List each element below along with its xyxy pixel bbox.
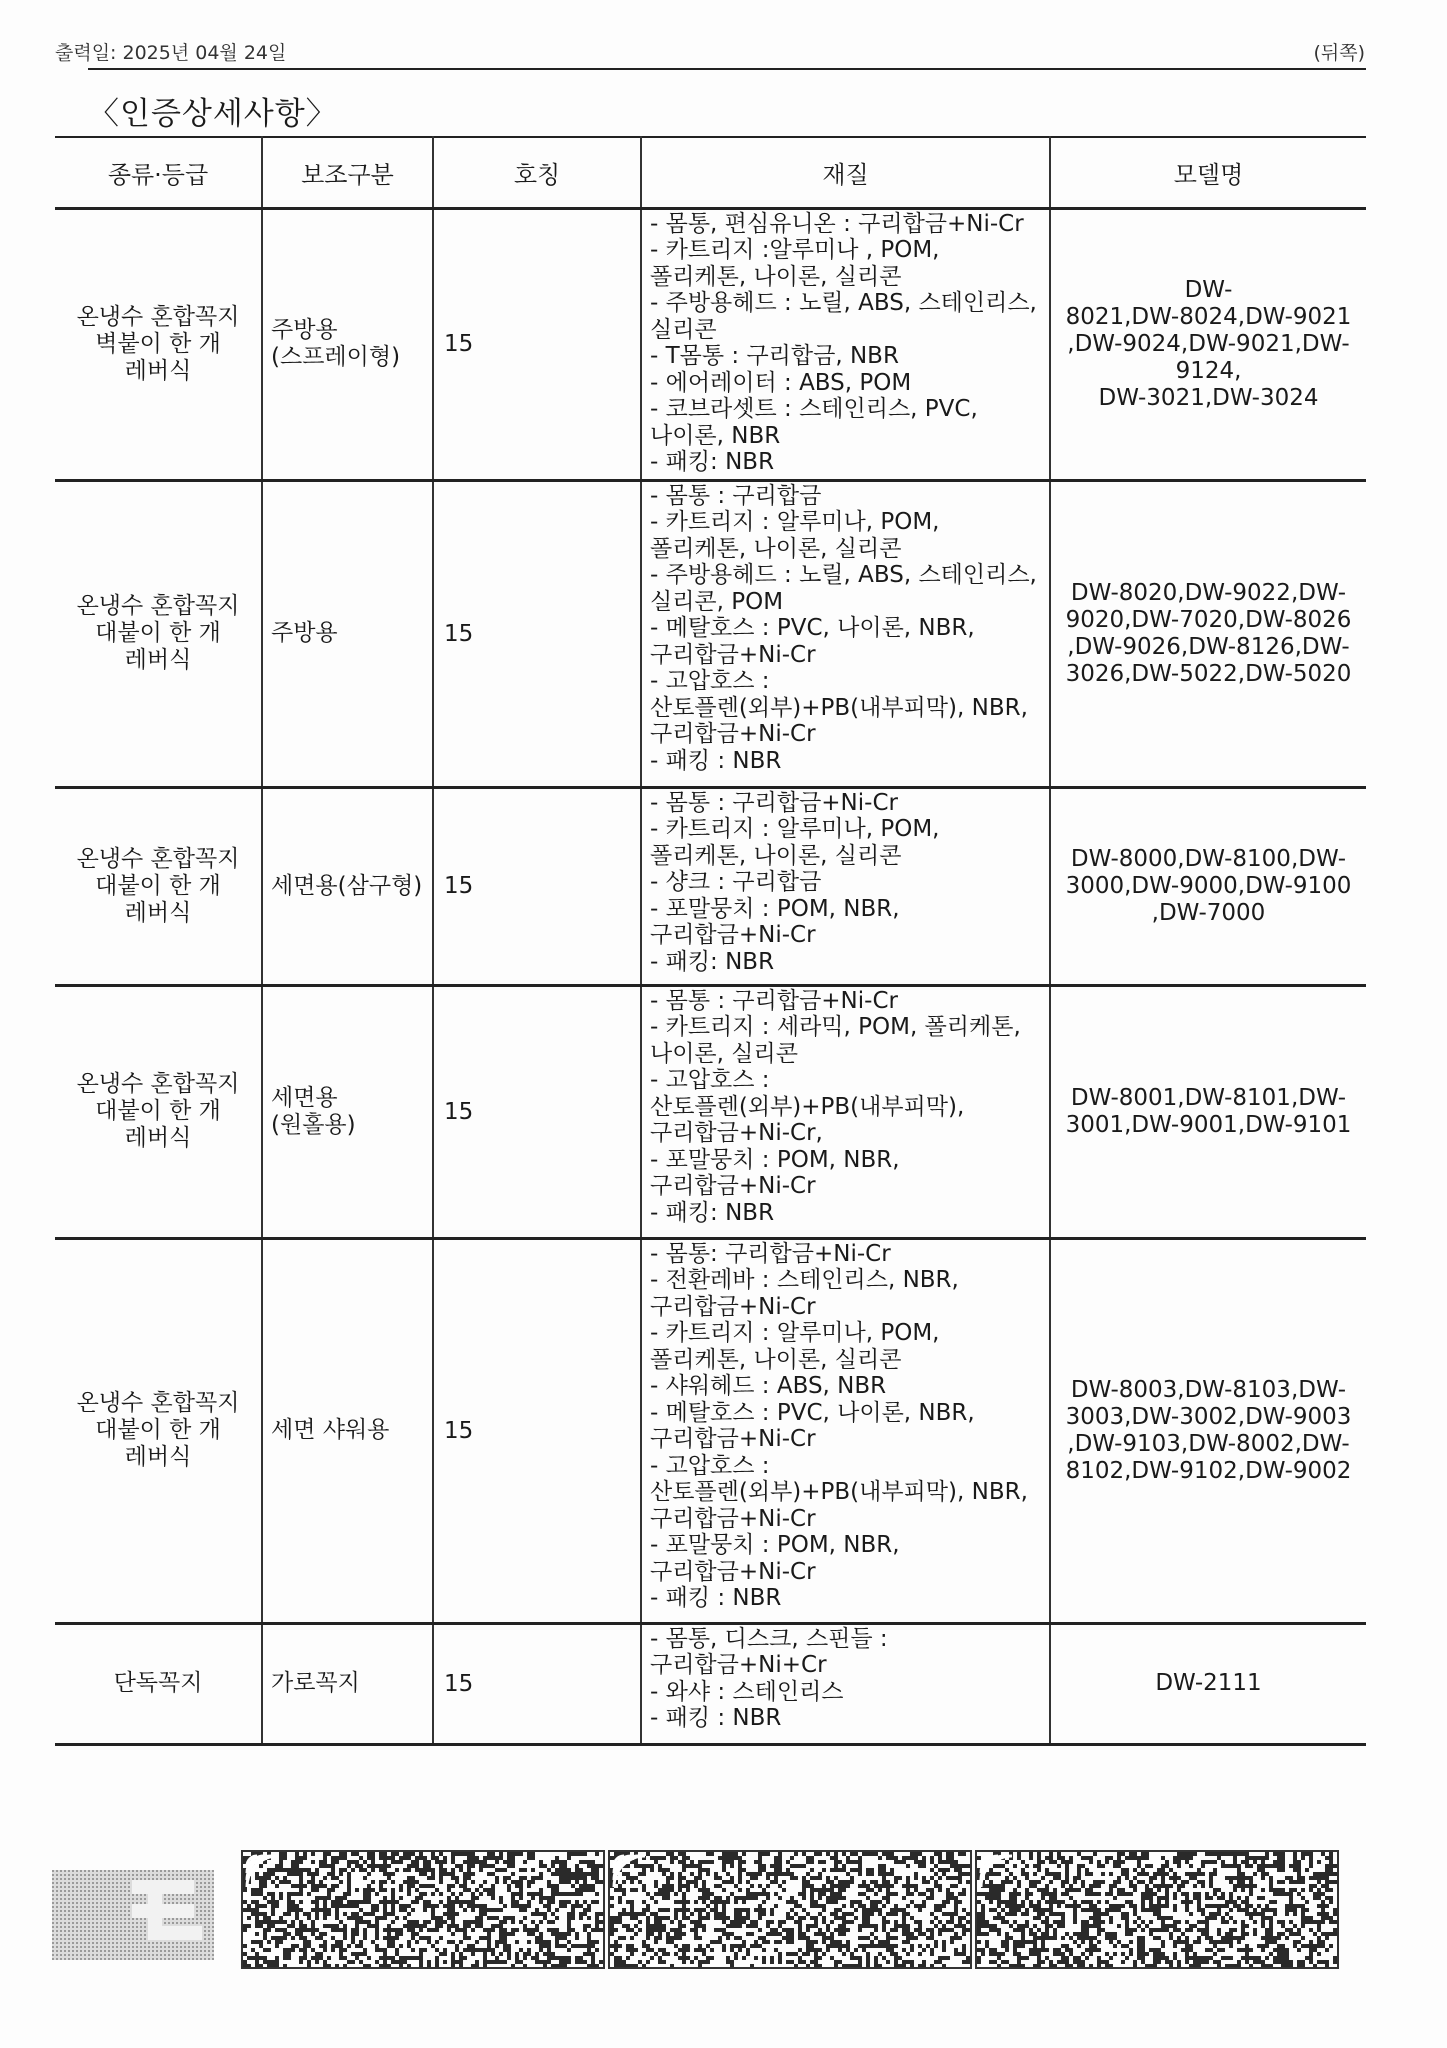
type-line: 대붙이 한 개 [95, 1417, 221, 1443]
table-row [55, 1623, 1366, 1744]
page-side-label: (뒤쪽) [1313, 42, 1365, 64]
material-line: 구리합금+Ni-Cr, [650, 1120, 823, 1146]
type-line: 온냉수 혼합꼭지 [76, 593, 240, 619]
material-line: - 메탈호스 : PVC, 나이론, NBR, [650, 1399, 975, 1426]
sub-category-line: (원홀용) [271, 1111, 356, 1138]
column-header-model: 모델명 [1050, 137, 1366, 208]
material-line: 구리합금+Ni-Cr [650, 1505, 816, 1532]
cell-material [641, 1623, 1050, 1744]
material-line: 폴리케톤, 나이론, 실리콘 [650, 535, 902, 562]
material-line: - 샹크 : 구리합금 [650, 869, 822, 895]
model-line: DW-8003,DW-8103,DW- [1070, 1376, 1347, 1403]
model-line: 8102,DW-9102,DW-9002 [1065, 1457, 1352, 1484]
material-line: - 에어레이터 : ABS, POM [650, 369, 912, 396]
material-line: - 고압호스 : [650, 1452, 770, 1479]
model-line: DW-8000,DW-8100,DW- [1070, 845, 1347, 872]
cell-type [55, 1623, 262, 1744]
sub-category-line: (스프레이형) [271, 344, 401, 370]
cell-material [641, 787, 1050, 985]
column-header-size: 호칭 [433, 137, 641, 208]
barcode-2 [608, 1850, 972, 1969]
table-header-row [55, 137, 1366, 208]
type-line: 레버식 [124, 1125, 192, 1151]
model-line: ,DW-7000 [1151, 899, 1266, 926]
material-line: - 와샤 : 스테인리스 [650, 1678, 844, 1705]
cell-material [641, 1238, 1050, 1623]
model-line: 9124, [1175, 357, 1242, 384]
material-line: - 전환레바 : 스테인리스, NBR, [650, 1267, 959, 1293]
material-line: 폴리케톤, 나이론, 실리콘 [650, 1346, 902, 1373]
cell-size: 15 [433, 1238, 641, 1623]
cell-material [641, 480, 1050, 787]
type-line: 레버식 [124, 357, 192, 384]
type-line: 레버식 [124, 1444, 192, 1470]
page-header [55, 38, 1365, 68]
material-line: 구리합금+Ni-Cr [650, 721, 816, 747]
type-line: 대붙이 한 개 [95, 872, 221, 899]
material-line: 산토플렌(외부)+PB(내부피막), NBR, [650, 694, 1028, 721]
material-line: - 패킹 : NBR [650, 1585, 782, 1611]
material-line: - 몸통, 디스크, 스핀들 : [650, 1625, 888, 1652]
column-header-sub: 보조구분 [262, 137, 433, 208]
cell-sub-category [262, 208, 433, 480]
material-line: 실리콘 [650, 316, 717, 343]
model-line: 8021,DW-8024,DW-9021 [1065, 303, 1352, 330]
material-line: - 포말뭉치 : POM, NBR, [650, 1146, 900, 1173]
cell-size: 15 [433, 787, 641, 985]
material-line: - 주방용헤드 : 노릴, ABS, 스테인리스, [650, 562, 1037, 588]
material-line: - 몸통 : 구리합금 [650, 482, 822, 509]
material-line: 구리합금+Ni-Cr [650, 641, 816, 668]
model-line: DW-8001,DW-8101,DW- [1070, 1084, 1347, 1111]
model-line: ,DW-9026,DW-8126,DW- [1067, 633, 1350, 660]
print-date: 출력일: 2025년 04월 24일 [55, 42, 287, 64]
material-line: 나이론, NBR [650, 422, 781, 449]
model-line: DW- [1184, 276, 1233, 303]
type-line: 대붙이 한 개 [95, 1098, 221, 1124]
type-line: 단독꼭지 [113, 1670, 203, 1696]
type-line: 레버식 [124, 899, 192, 926]
model-line: 3026,DW-5022,DW-5020 [1065, 660, 1352, 687]
header-divider [88, 68, 1366, 70]
material-line: - 코브라셋트 : 스테인리스, PVC, [650, 396, 978, 422]
sub-category-line: 세면 샤워용 [271, 1417, 390, 1443]
type-line: 벽붙이 한 개 [95, 330, 221, 357]
material-line: - 포말뭉치 : POM, NBR, [650, 895, 900, 922]
material-line: 나이론, 실리콘 [650, 1040, 798, 1067]
material-line: - 카트리지 : 알루미나, POM, [650, 816, 940, 842]
type-line: 대붙이 한 개 [95, 620, 221, 646]
cell-sub-category [262, 1238, 433, 1623]
material-line: - 패킹: NBR [650, 948, 775, 975]
material-line: 구리합금+Ni+Cr [650, 1652, 827, 1678]
material-line: - 고압호스 : [650, 668, 770, 694]
sub-category-line: 세면용 [271, 1084, 338, 1111]
material-line: - 패킹 : NBR [650, 1705, 782, 1731]
model-line: DW-3021,DW-3024 [1098, 384, 1319, 411]
cell-size: 15 [433, 985, 641, 1238]
cell-model [1050, 1238, 1366, 1623]
barcode-1 [241, 1850, 605, 1969]
section-title: 〈인증상세사항〉 [88, 96, 338, 132]
cell-type [55, 787, 262, 985]
model-line: ,DW-9024,DW-9021,DW- [1067, 330, 1350, 357]
type-line: 온냉수 혼합꼭지 [76, 845, 240, 872]
material-line: 폴리케톤, 나이론, 실리콘 [650, 842, 902, 869]
cell-type [55, 1238, 262, 1623]
type-line: 온냉수 혼합꼭지 [76, 1071, 240, 1097]
material-line: - 몸통, 편심유니온 : 구리합금+Ni-Cr [650, 210, 1024, 237]
cell-type [55, 480, 262, 787]
model-line: 3003,DW-3002,DW-9003 [1065, 1403, 1352, 1430]
cell-material [641, 208, 1050, 480]
model-line: DW-8020,DW-9022,DW- [1070, 579, 1347, 606]
seal-stamp [52, 1870, 214, 1960]
material-line: - 포말뭉치 : POM, NBR, [650, 1532, 900, 1558]
material-line: - 샤워헤드 : ABS, NBR [650, 1373, 887, 1399]
material-line: - 카트리지 :알루미나 , POM, [650, 237, 940, 263]
material-line: - 카트리지 : 세라믹, POM, 폴리케톤, [650, 1014, 1021, 1040]
barcode-3 [975, 1850, 1339, 1969]
material-line: 산토플렌(외부)+PB(내부피막), [650, 1093, 965, 1120]
model-line: ,DW-9103,DW-8002,DW- [1067, 1430, 1350, 1457]
table-row [55, 208, 1366, 480]
sub-category-line: 가로꼭지 [271, 1670, 360, 1696]
sub-category-line: 주방용 [271, 620, 338, 646]
material-line: - 패킹: NBR [650, 449, 775, 475]
cell-model [1050, 208, 1366, 480]
material-line: 폴리케톤, 나이론, 실리콘 [650, 263, 902, 290]
model-line: 9020,DW-7020,DW-8026 [1065, 606, 1352, 633]
material-line: - 카트리지 : 알루미나, POM, [650, 1320, 940, 1346]
material-line: - 카트리지 : 알루미나, POM, [650, 509, 940, 535]
type-line: 온냉수 혼합꼭지 [76, 1390, 240, 1416]
cell-type [55, 985, 262, 1238]
material-line: - 몸통 : 구리합금+Ni-Cr [650, 987, 898, 1014]
cell-sub-category [262, 985, 433, 1238]
sub-category-line: 세면용(삼구형) [271, 872, 423, 899]
type-line: 온냉수 혼합꼭지 [76, 303, 240, 330]
cell-model [1050, 985, 1366, 1238]
material-line: - T몸통 : 구리합금, NBR [650, 343, 899, 369]
material-line: 구리합금+Ni-Cr [650, 1173, 816, 1199]
cell-sub-category [262, 1623, 433, 1744]
material-line: 실리콘, POM [650, 588, 784, 615]
material-line: - 주방용헤드 : 노릴, ABS, 스테인리스, [650, 290, 1037, 316]
cell-size: 15 [433, 1623, 641, 1744]
table-row [55, 480, 1366, 787]
table-row [55, 1238, 1366, 1623]
material-line: - 메탈호스 : PVC, 나이론, NBR, [650, 615, 975, 641]
model-line: 3000,DW-9000,DW-9100 [1065, 872, 1352, 899]
cell-model [1050, 787, 1366, 985]
sub-category-line: 주방용 [271, 317, 338, 343]
cell-size: 15 [433, 480, 641, 787]
material-line: 구리합금+Ni-Cr [650, 1293, 816, 1320]
cell-type [55, 208, 262, 480]
material-line: 구리합금+Ni-Cr [650, 1426, 816, 1452]
cell-material [641, 985, 1050, 1238]
material-line: 산토플렌(외부)+PB(내부피막), NBR, [650, 1479, 1028, 1505]
column-header-material: 재질 [641, 137, 1050, 208]
cell-sub-category [262, 787, 433, 985]
cell-size: 15 [433, 208, 641, 480]
material-line: 구리합금+Ni-Cr [650, 922, 816, 948]
certification-details-table [55, 136, 1366, 1746]
material-line: - 패킹: NBR [650, 1199, 775, 1226]
cell-model [1050, 480, 1366, 787]
material-line: 구리합금+Ni-Cr [650, 1558, 816, 1585]
material-line: - 고압호스 : [650, 1067, 770, 1093]
table-row [55, 985, 1366, 1238]
material-line: - 몸통: 구리합금+Ni-Cr [650, 1240, 891, 1267]
model-line: DW-2111 [1155, 1670, 1262, 1696]
table-row [55, 787, 1366, 985]
type-line: 레버식 [124, 647, 192, 673]
cell-sub-category [262, 480, 433, 787]
material-line: - 패킹 : NBR [650, 747, 782, 774]
cell-model [1050, 1623, 1366, 1744]
material-line: - 몸통 : 구리합금+Ni-Cr [650, 789, 898, 816]
column-header-type: 종류·등급 [55, 137, 262, 208]
model-line: 3001,DW-9001,DW-9101 [1065, 1111, 1352, 1138]
